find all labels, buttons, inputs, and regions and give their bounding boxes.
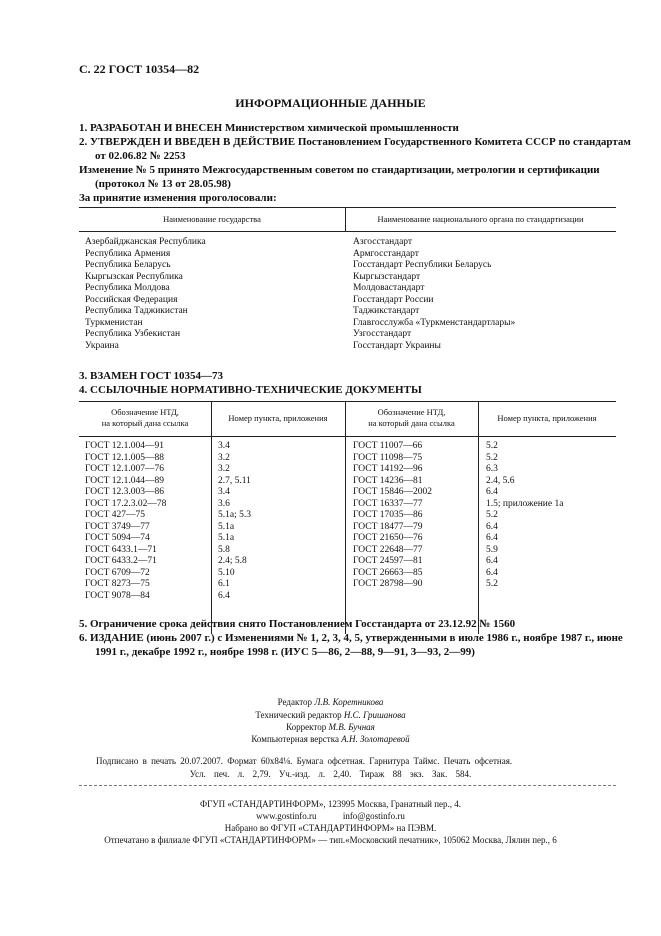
ntd-designation: ГОСТ 3749—77 <box>85 521 150 532</box>
refs-col-ntd-right-header: Обозначение НТД, на который дана ссылка <box>368 407 455 428</box>
ntd-designation: ГОСТ 8273—75 <box>85 579 150 589</box>
item-1: 1. РАЗРАБОТАН И ВНЕСЕН Министерством химической промышленности <box>79 122 459 134</box>
ntd-designation: ГОСТ 12.1.005—88 <box>85 452 164 463</box>
ntd-item-number: 5.2 <box>486 452 498 463</box>
ntd-item-number: 5.1а <box>218 521 235 532</box>
standards-body-name: Кыргызстандарт <box>353 271 421 282</box>
state-name: Республика Молдова <box>85 283 170 293</box>
standards-body-name: Азгосстандарт <box>353 237 413 247</box>
ntd-item-number: 5.2 <box>486 441 498 451</box>
refs-col-ntd-left-header: Обозначение НТД, на который дана ссылка <box>101 407 189 428</box>
ntd-designation: ГОСТ 6709—72 <box>85 567 150 578</box>
ntd-item-number: 6.1 <box>218 579 230 589</box>
states-table-top-rule <box>79 207 616 208</box>
item-6: 6. ИЗДАНИЕ (июнь 2007 г.) с Изменениями № 1, 2, 3, 4, 5, утвержденными в июле 1986 г., ноябре 1987 г., июне 1991 г., декабре 1992 г., ноябре 1998 г. (ИУС 5—86, 2—88, 9—91, 3—93, 2—99) <box>79 632 623 658</box>
refs-right-ntd-list <box>353 441 432 591</box>
refs-left-ntd-list <box>85 441 166 602</box>
publisher-address: ФГУП «СТАНДАРТИНФОРМ», 123995 Москва, Гранатный пер., 4. <box>199 799 462 809</box>
refs-table-header-rule <box>79 436 616 437</box>
state-name: Кыргызская Республика <box>85 271 183 282</box>
typeset-line: Набрано во ФГУП «СТАНДАРТИНФОРМ» на ПЭВМ. <box>224 823 437 833</box>
ntd-item-number: 3.6 <box>218 498 230 509</box>
refs-left-items-list <box>218 441 251 602</box>
ntd-designation: ГОСТ 427—75 <box>85 510 145 520</box>
states-col-state-header: Наименование государства <box>163 214 261 224</box>
email-link[interactable]: info@gostinfo.ru <box>342 811 405 821</box>
state-name: Республика Беларусь <box>85 260 171 270</box>
ntd-designation: ГОСТ 15846—2002 <box>353 487 432 497</box>
ntd-item-number: 6.4 <box>218 590 230 601</box>
ntd-designation: ГОСТ 21650—76 <box>353 533 423 543</box>
ntd-item-number: 6.4 <box>486 567 498 578</box>
ntd-item-number: 6.4 <box>486 487 498 497</box>
ntd-designation: ГОСТ 17.2.3.02—78 <box>85 498 167 509</box>
standards-body-name: Госстандарт России <box>353 294 434 305</box>
contact-line <box>0 811 661 821</box>
states-table-header-rule <box>79 231 616 232</box>
ntd-item-number: 5.2 <box>486 510 498 520</box>
item-2: 2. УТВЕРЖДЕН И ВВЕДЕН В ДЕЙСТВИЕ Постановлением Государственного Комитета СССР по стандартам от 02.06.82 № 2253 <box>79 136 631 162</box>
ntd-designation: ГОСТ 12.3.003—86 <box>85 487 164 497</box>
ntd-item-number: 3.2 <box>218 464 230 474</box>
ntd-item-number: 6.4 <box>486 556 498 566</box>
standards-body-name: Таджикстандарт <box>353 306 420 316</box>
layout-line: Компьютерная верстка А.Н. Золотаревой <box>251 734 410 744</box>
ntd-item-number: 3.2 <box>218 452 230 463</box>
refs-table-divider-3 <box>478 401 479 634</box>
ntd-item-number: 5.10 <box>218 567 235 578</box>
ntd-item-number: 5.9 <box>486 544 498 555</box>
voted-label: За принятие изменения проголосовали: <box>79 192 277 204</box>
ntd-item-number: 6.4 <box>486 521 498 532</box>
standards-body-name: Узгосстандарт <box>353 329 412 339</box>
ntd-item-number: 5.2 <box>486 579 498 589</box>
ntd-item-number: 2.4; 5.8 <box>218 556 247 566</box>
printed-line: Отпечатано в филиале ФГУП «СТАНДАРТИНФОРМ» — тип.«Московский печатник», 105062 Москва, Лялин пер., 6 <box>104 835 557 845</box>
print-details-line-1: Подписано в печать 20.07.2007. Формат 60x84⅛. Бумага офсетная. Гарнитура Таймс. Печать офсетная. <box>96 756 513 766</box>
document-title: ИНФОРМАЦИОННЫЕ ДАННЫЕ <box>235 96 426 110</box>
refs-right-items-list <box>486 441 563 591</box>
ntd-designation: ГОСТ 12.1.044—89 <box>85 475 164 486</box>
ntd-designation: ГОСТ 18477—79 <box>353 521 423 532</box>
print-details-line-2: Усл. печ. л. 2,79. Уч.-изд. л. 2,40. Тираж 88 экз. Зак. 584. <box>189 769 472 779</box>
standards-body-name: Молдовастандарт <box>353 283 425 293</box>
standards-bodies-list <box>353 237 515 352</box>
ntd-designation: ГОСТ 16337—77 <box>353 498 423 509</box>
state-name: Туркменистан <box>85 317 143 328</box>
ntd-item-number: 5.1а <box>218 533 235 543</box>
proofreader-line: Корректор М.В. Бучная <box>286 722 375 732</box>
ntd-designation: ГОСТ 11098—75 <box>353 452 423 463</box>
item-5: 5. Ограничение срока действия снято Постановлением Госстандарта от 23.12.92 № 1560 <box>79 618 516 630</box>
item-3: 3. ВЗАМЕН ГОСТ 10354—73 <box>79 370 224 382</box>
refs-col-item-right-header: Номер пункта, приложения <box>497 413 597 423</box>
standards-body-name: Госстандарт Республики Беларусь <box>353 260 492 270</box>
amendment-note: Изменение № 5 принято Межгосударственным советом по стандартизации, метрологии и сертификации (протокол № 13 от 28.05.98) <box>79 164 600 190</box>
ntd-designation: ГОСТ 28798—90 <box>353 579 423 589</box>
ntd-designation: ГОСТ 12.1.007—76 <box>85 464 164 474</box>
tech-editor-line: Технический редактор Н.С. Гришанова <box>255 710 406 720</box>
ntd-item-number: 3.4 <box>218 441 230 451</box>
website-link[interactable]: www.gostinfo.ru <box>256 811 317 821</box>
state-name: Республика Узбекистан <box>85 329 181 339</box>
state-name: Украина <box>85 340 119 351</box>
ntd-item-number: 2.4, 5.6 <box>486 475 515 486</box>
refs-table-top-rule <box>79 401 616 402</box>
standards-body-name: Госстандарт Украины <box>353 340 441 351</box>
refs-col-item-left-header: Номер пункта, приложения <box>228 413 328 423</box>
state-name: Республика Таджикистан <box>85 306 188 316</box>
ntd-designation: ГОСТ 24597—81 <box>353 556 423 566</box>
imprint-divider <box>79 785 616 786</box>
page-header: С. 22 ГОСТ 10354—82 <box>79 62 200 76</box>
state-name: Азербайджанская Республика <box>85 237 206 247</box>
refs-table-divider-2 <box>345 401 346 634</box>
ntd-designation: ГОСТ 14192—96 <box>353 464 423 474</box>
ntd-item-number: 1.5; приложение 1а <box>486 498 564 509</box>
standards-body-name: Армгосстандарт <box>353 248 419 259</box>
ntd-designation: ГОСТ 17035—86 <box>353 510 423 520</box>
editor-line: Редактор Л.В. Коретникова <box>277 697 384 707</box>
state-name: Республика Армения <box>85 248 171 259</box>
ntd-designation: ГОСТ 14236—81 <box>353 475 423 486</box>
state-name: Российская Федерация <box>85 294 178 305</box>
standards-body-name: Главгосслужба «Туркменстандартлары» <box>353 317 516 328</box>
ntd-designation: ГОСТ 22648—77 <box>353 544 423 555</box>
ntd-designation: ГОСТ 26663—85 <box>353 567 423 578</box>
states-col-body-header: Наименование национального органа по стандартизации <box>377 214 584 224</box>
ntd-designation: ГОСТ 9078—84 <box>85 590 150 601</box>
ntd-designation: ГОСТ 6433.1—71 <box>85 544 157 555</box>
states-list <box>85 237 206 352</box>
refs-table-divider-1 <box>211 401 212 634</box>
ntd-item-number: 5.8 <box>218 544 230 555</box>
item-4: 4. ССЫЛОЧНЫЕ НОРМАТИВНО-ТЕХНИЧЕСКИЕ ДОКУМЕНТЫ <box>79 384 422 396</box>
ntd-designation: ГОСТ 12.1.004—91 <box>85 441 164 451</box>
ntd-item-number: 5.1а; 5.3 <box>218 510 251 520</box>
ntd-item-number: 2.7, 5.11 <box>218 475 251 486</box>
ntd-item-number: 3.4 <box>218 487 230 497</box>
ntd-designation: ГОСТ 6433.2—71 <box>85 556 157 566</box>
ntd-item-number: 6.3 <box>486 464 498 474</box>
ntd-designation: ГОСТ 11007—66 <box>353 441 423 451</box>
ntd-item-number: 6.4 <box>486 533 498 543</box>
ntd-designation: ГОСТ 5094—74 <box>85 533 150 543</box>
